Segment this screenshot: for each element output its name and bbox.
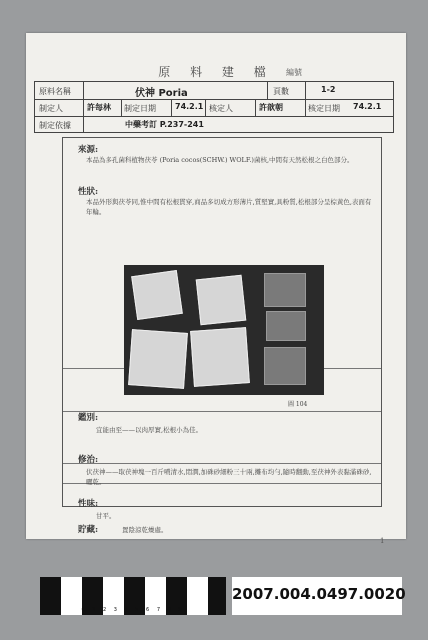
figure-label: 圖 104 [288, 401, 308, 408]
section-nature-body: 甘平。 [96, 512, 116, 520]
establisher-value: 許每林 [87, 103, 111, 112]
section-source-heading: 來源: [78, 145, 99, 155]
section-processing-body: 伏茯神——取茯神塊一百斤噴清水,悶潤,加硃砂細粉三十兩,攤布均勻,隨時翻動,至茯神外表黏滿硃砂,曬乾。 [86, 468, 372, 486]
establish-date-label: 制定日期 [124, 104, 156, 113]
check-date-value: 74.2.1 [353, 102, 382, 111]
section-source-body: 本品為多孔菌科植物茯苓 (Poria cocos(SCHW.) WOLF.)菌核,中間有天然松根之白色部分。 [86, 156, 354, 164]
establisher-label: 制定人 [39, 104, 63, 113]
accession-number: 2007.004.0497.0020 [232, 585, 406, 603]
section-properties-heading: 性狀: [78, 187, 99, 197]
page-number: 1 [380, 537, 385, 545]
section-properties-body: 本品外形與茯苓同,惟中間有松根貫穿,商品多切成方形薄片,質堅實,具粉質,松根部分呈棕黃色,表面有年輪。 [86, 198, 372, 216]
section-storage-heading: 貯藏: [78, 525, 99, 535]
basis-label: 制定依據 [39, 121, 71, 130]
pages-value: 1-2 [321, 85, 336, 94]
accession-label [232, 577, 406, 615]
section-storage-body: 置陰涼乾燥處。 [122, 526, 168, 534]
document-title: 原 料 建 檔 [158, 65, 274, 79]
section-identification-body: 宜能由至——以肉厚實,松根小為佳。 [96, 426, 203, 434]
material-name-label: 原料名稱 [39, 87, 71, 96]
section-processing-heading: 修治: [78, 455, 99, 465]
document-page [26, 33, 406, 545]
section-nature-heading: 性味: [78, 499, 99, 509]
check-date-label: 核定日期 [308, 104, 340, 113]
checker-value: 許歆朝 [259, 103, 283, 112]
specimen-photo [124, 265, 324, 395]
basis-value: 中藥考訂 P.237-241 [125, 120, 204, 129]
establish-date-value: 74.2.1 [175, 102, 204, 111]
color-scale-bar [40, 577, 226, 615]
checker-label: 核定人 [209, 104, 233, 113]
material-name-value: 伏神 Poria [135, 88, 188, 99]
section-identification-heading: 鑑別: [78, 413, 99, 423]
color-scale-numbers: 0 1 2 3 4 5 6 7 8 9 [81, 607, 185, 613]
serial-number-label: 編號 [286, 68, 302, 77]
header-table [34, 81, 394, 133]
pages-label: 頁數 [273, 87, 289, 96]
